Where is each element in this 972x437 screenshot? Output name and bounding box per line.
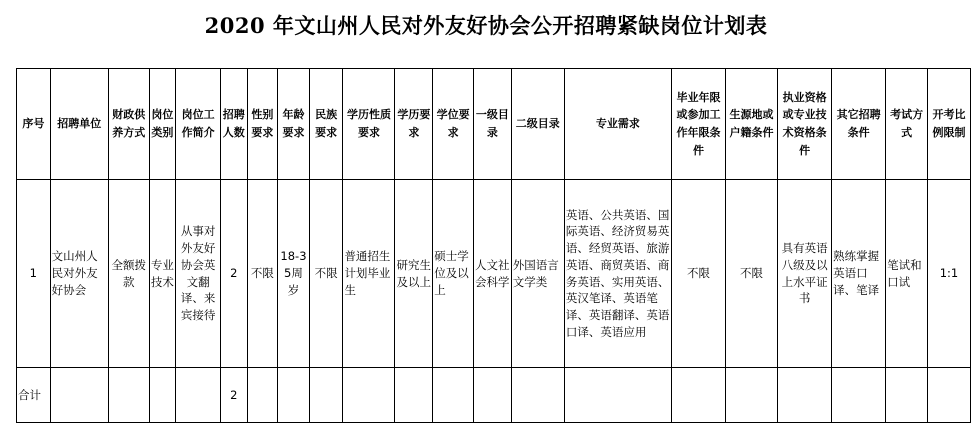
- header-cell: 学历性质要求: [343, 69, 395, 180]
- cell-origin: 不限: [726, 180, 778, 368]
- cell-degree: 硕士学位及以上: [433, 180, 474, 368]
- row-index: 1: [17, 180, 51, 368]
- header-cell: 生源地或户籍条件: [726, 69, 778, 180]
- cell-ratio: 1:1: [928, 180, 971, 368]
- header-cell: 学位要求: [433, 69, 474, 180]
- header-cell: 岗位类别: [149, 69, 176, 180]
- cell-second-category: 外国语言文学类: [511, 180, 564, 368]
- cell-post-type: 专业技术: [149, 180, 176, 368]
- header-cell: 毕业年限或参加工作年限条件: [671, 69, 725, 180]
- header-row: [17, 69, 971, 180]
- cell-exam-method: 笔试和口试: [886, 180, 928, 368]
- cell-ethnicity: 不限: [309, 180, 343, 368]
- cell-major: 英语、公共英语、国际英语、经济贸易英语、经贸英语、旅游英语、商贸英语、商务英语、实用英语、英汉笔译、英语笔译、英语翻译、英语口译、英语应用: [564, 180, 671, 368]
- header-cell: 招聘单位: [50, 69, 108, 180]
- header-cell: 学历要求: [395, 69, 433, 180]
- total-count: 2: [221, 368, 248, 423]
- page-title: 2020 年文山州人民对外友好协会公开招聘紧缺岗位计划表: [204, 13, 768, 38]
- header-cell: 二级目录: [511, 69, 564, 180]
- total-label: 合计: [17, 368, 51, 423]
- header-cell: 一级目录: [474, 69, 512, 180]
- cell-first-category: 人文社会科学: [474, 180, 512, 368]
- header-cell: 岗位工作简介: [176, 69, 221, 180]
- cell-headcount: 2: [221, 180, 248, 368]
- cell-education-type: 普通招生计划毕业生: [343, 180, 395, 368]
- cell-funding: 全额拨款: [108, 180, 149, 368]
- header-cell: 财政供养方式: [108, 69, 149, 180]
- header-cell: 民族要求: [309, 69, 343, 180]
- cell-job-intro: 从事对外友好协会英文翻译、来宾接待: [176, 180, 221, 368]
- cell-employer: 文山州人民对外友好协会: [50, 180, 108, 368]
- table-row: [17, 180, 971, 368]
- cell-education: 研究生及以上: [395, 180, 433, 368]
- cell-age: 18-35周岁: [278, 180, 310, 368]
- cell-qualification: 具有英语八级及以上水平证书: [778, 180, 832, 368]
- cell-other-conditions: 熟练掌握英语口译、笔译: [832, 180, 886, 368]
- header-cell: 其它招聘条件: [832, 69, 886, 180]
- header-cell: 开考比例限制: [928, 69, 971, 180]
- header-cell: 性别要求: [247, 69, 278, 180]
- header-cell: 执业资格或专业技术资格条件: [778, 69, 832, 180]
- header-cell: 考试方式: [886, 69, 928, 180]
- recruitment-table: [16, 68, 971, 423]
- header-cell: 招聘人数: [221, 69, 248, 180]
- header-cell: 序号: [17, 69, 51, 180]
- total-row: [17, 368, 971, 423]
- header-cell: 专业需求: [564, 69, 671, 180]
- cell-graduation-years: 不限: [671, 180, 725, 368]
- cell-gender: 不限: [247, 180, 278, 368]
- header-cell: 年龄要求: [278, 69, 310, 180]
